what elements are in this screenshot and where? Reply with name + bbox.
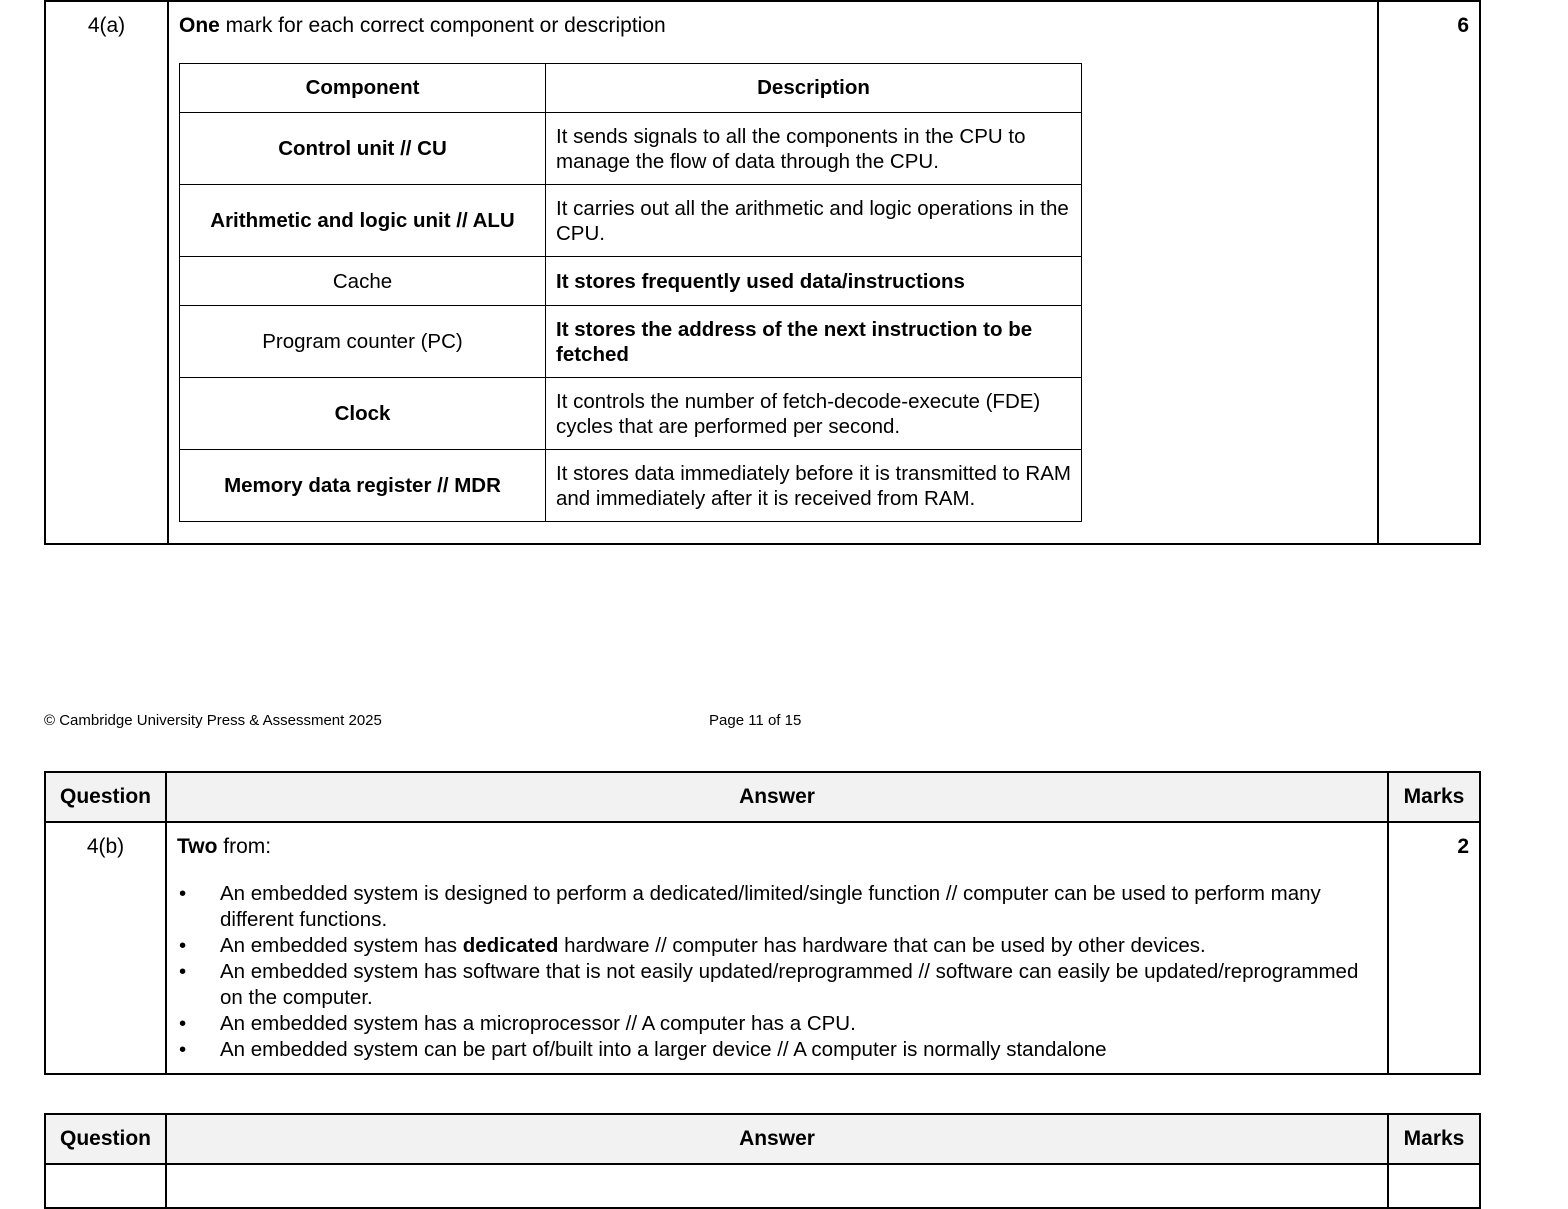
empty-cell (166, 1164, 1388, 1208)
table-header-row (45, 1114, 1480, 1164)
question-4a-table (44, 0, 1481, 545)
description-cell: It controls the number of fetch-decode-execute (FDE) cycles that are performed per second. (546, 378, 1082, 450)
copyright-footer: © Cambridge University Press & Assessment 2025 (44, 712, 382, 729)
point-text: hardware // computer has hardware that can be used by other devices. (558, 934, 1206, 957)
component-cell: Control unit // CU (180, 113, 546, 185)
page-number: Page 11 of 15 (709, 712, 802, 729)
header-answer: Answer (166, 1114, 1388, 1164)
table-row (180, 257, 1082, 306)
table-row (180, 378, 1082, 450)
component-cell: Program counter (PC) (180, 306, 546, 378)
list-item: • An embedded system has a microprocessor // A computer has a CPU. (177, 1011, 1377, 1037)
list-item: • An embedded system has software that is not easily updated/reprogrammed // software can easily be updated/reprogrammed on the computer. (177, 959, 1377, 1011)
description-cell: It sends signals to all the components in the CPU to manage the flow of data through the CPU. (546, 113, 1082, 185)
answer-cell (166, 822, 1388, 1074)
component-cell: Cache (180, 257, 546, 306)
header-description: Description (546, 64, 1082, 113)
next-question-table (44, 1113, 1481, 1209)
component-cell: Clock (180, 378, 546, 450)
question-number: 4(b) (45, 822, 166, 1074)
table-row (180, 306, 1082, 378)
answer-cell (168, 1, 1378, 544)
list-item (177, 933, 1377, 959)
table-header-row (45, 772, 1480, 822)
empty-cell (45, 1164, 166, 1208)
table-row (180, 450, 1082, 522)
question-4b-table (44, 771, 1481, 1075)
question-number: 4(a) (45, 1, 168, 544)
empty-cell (1388, 1164, 1480, 1208)
intro-text: from: (217, 835, 272, 858)
list-item: • An embedded system is designed to perform a dedicated/limited/single function // computer can be used to perform many different functions. (177, 881, 1377, 933)
header-answer: Answer (166, 772, 1388, 822)
header-question: Question (45, 772, 166, 822)
intro-text: mark for each correct component or description (219, 14, 666, 37)
component-cell: Arithmetic and logic unit // ALU (180, 185, 546, 257)
table-row (180, 185, 1082, 257)
header-marks: Marks (1388, 772, 1480, 822)
description-cell: It stores data immediately before it is transmitted to RAM and immediately after it is received from RAM. (546, 450, 1082, 522)
question-4b-row (45, 822, 1480, 1074)
header-component: Component (180, 64, 546, 113)
list-item: • An embedded system can be part of/built into a larger device // A computer is normally standalone (177, 1037, 1377, 1063)
header-question: Question (45, 1114, 166, 1164)
description-cell: It stores the address of the next instruction to be fetched (546, 306, 1082, 378)
point-bold-text: dedicated (462, 934, 559, 957)
description-cell: It carries out all the arithmetic and logic operations in the CPU. (546, 185, 1082, 257)
intro-bold: Two (177, 835, 218, 858)
description-cell: It stores frequently used data/instructions (546, 257, 1082, 306)
question-4a-row (45, 1, 1480, 544)
intro-bold: One (179, 14, 220, 37)
component-table (179, 63, 1082, 522)
component-table-header (180, 64, 1082, 113)
header-marks: Marks (1388, 1114, 1480, 1164)
marks-cell: 6 (1378, 1, 1480, 544)
table-row (45, 1164, 1480, 1208)
answer-points-list (177, 881, 1377, 1063)
answer-intro (179, 14, 1367, 38)
marks-cell: 2 (1388, 822, 1480, 1074)
component-cell: Memory data register // MDR (180, 450, 546, 522)
answer-intro (177, 835, 1377, 859)
table-row (180, 113, 1082, 185)
point-text: An embedded system has (220, 934, 463, 957)
